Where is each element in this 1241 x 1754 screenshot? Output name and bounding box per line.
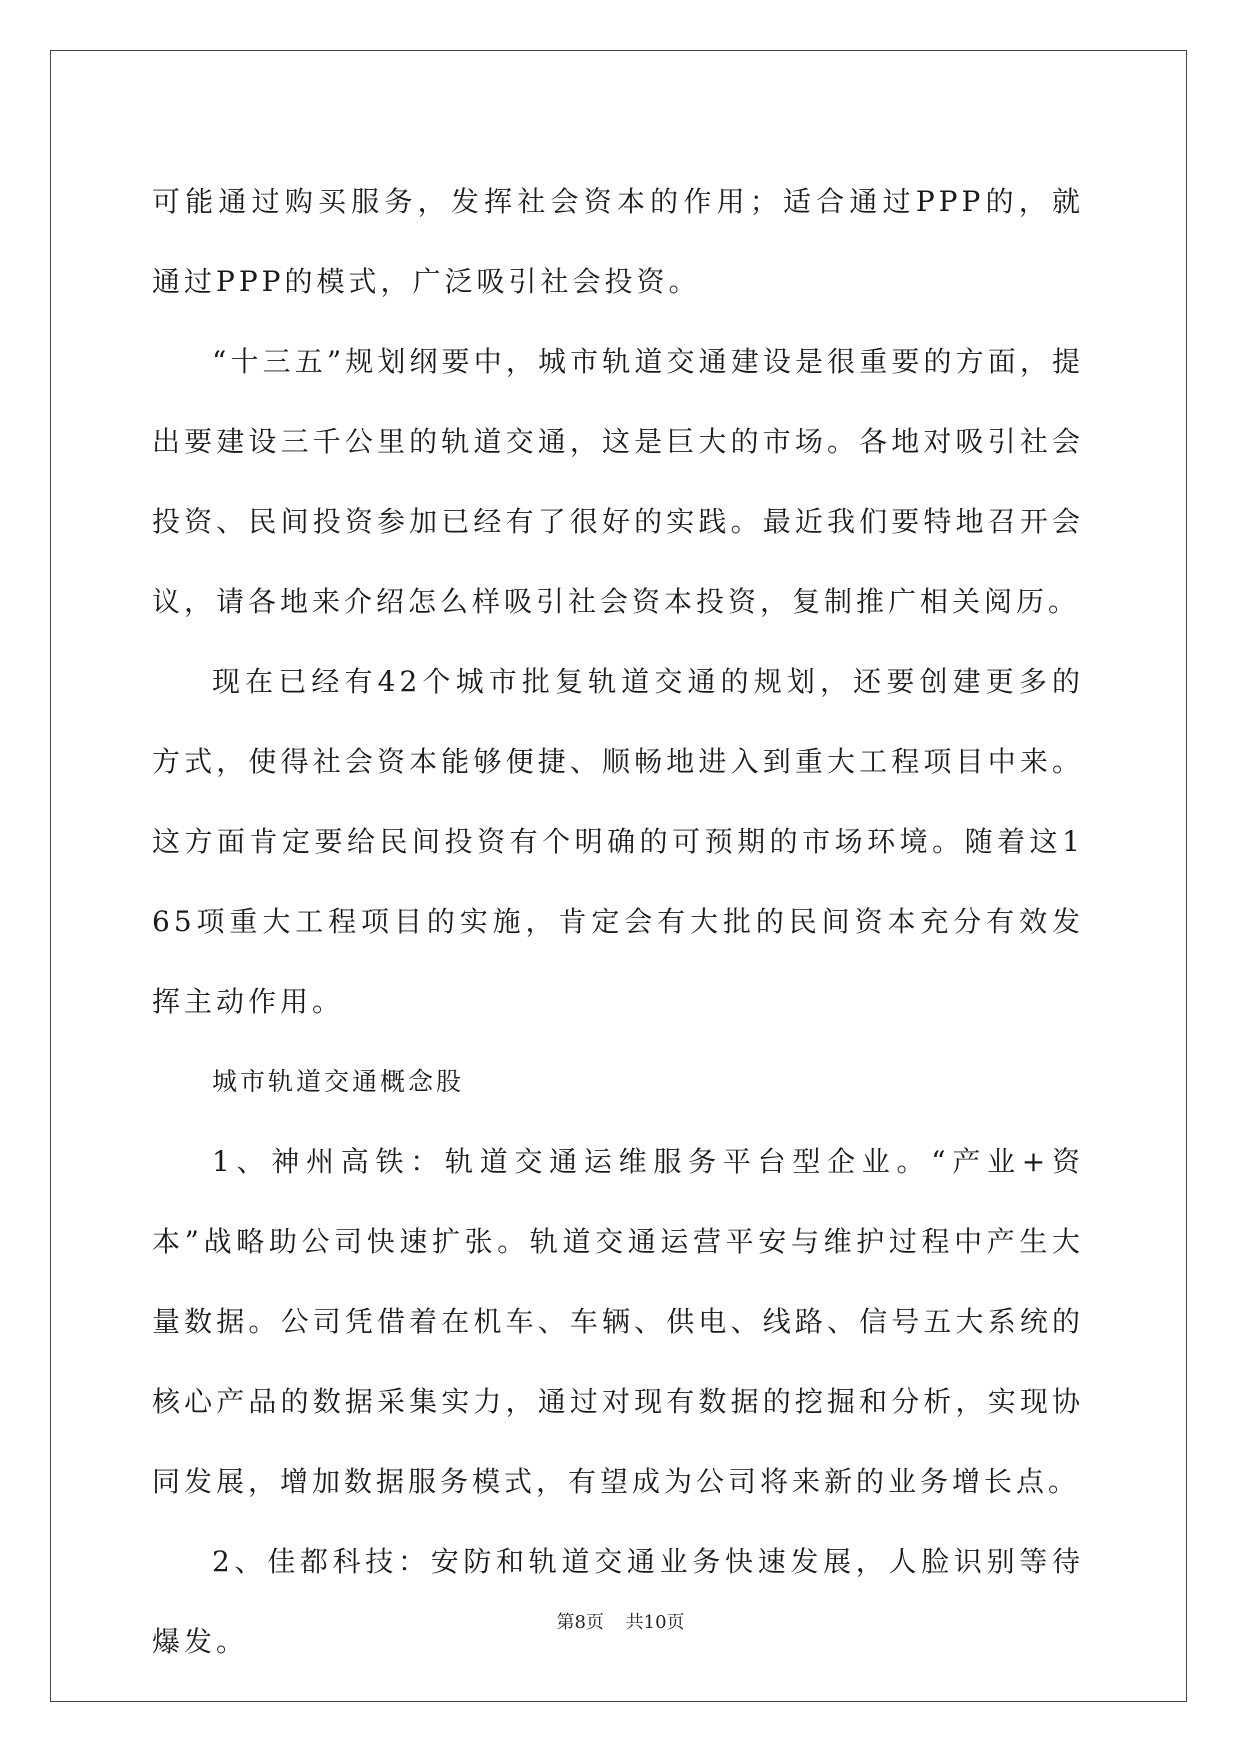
document-body bbox=[152, 162, 1084, 1682]
total-page-count: 共10页 bbox=[625, 1612, 685, 1633]
paragraph-jiadu-keji: 2、佳都科技：安防和轨道交通业务快速发展，人脸识别等待爆发。 bbox=[152, 1545, 1084, 1658]
paragraph-shenzhou-gaotie: 1、神州高铁：轨道交通运维服务平台型企业。“产业+资本”战略助公司快速扩张。轨道交通运营平安与维护过程中产生大量数据。公司凭借着在机车、车辆、供电、线路、信号五大系统的核心产品的数据采集实力，通过对现有数据的挖掘和分析，实现协同发展，增加数据服务模式，有望成为公司将来新的业务增长点。 bbox=[152, 1145, 1084, 1498]
paragraph-five-year-plan: “十三五”规划纲要中，城市轨道交通建设是很重要的方面，提出要建设三千公里的轨道交通，这是巨大的市场。各地对吸引社会投资、民间投资参加已经有了很好的实践。最近我们要特地召开会议，请各地来介绍怎么样吸引社会资本投资，复制推广相关阅历。 bbox=[152, 345, 1084, 618]
current-page-number: 第8页 bbox=[556, 1612, 604, 1633]
page-footer bbox=[0, 1608, 1241, 1634]
section-heading: 城市轨道交通概念股 bbox=[212, 1067, 465, 1096]
paragraph-ppp: 可能通过购买服务，发挥社会资本的作用；适合通过PPP的，就通过PPP的模式，广泛吸引社会投资。 bbox=[152, 185, 1084, 298]
paragraph-city-approvals: 现在已经有42个城市批复轨道交通的规划，还要创建更多的方式，使得社会资本能够便捷、顺畅地进入到重大工程项目中来。这方面肯定要给民间投资有个明确的可预期的市场环境。随着这165项重大工程项目的实施，肯定会有大批的民间资本充分有效发挥主动作用。 bbox=[152, 665, 1084, 1018]
